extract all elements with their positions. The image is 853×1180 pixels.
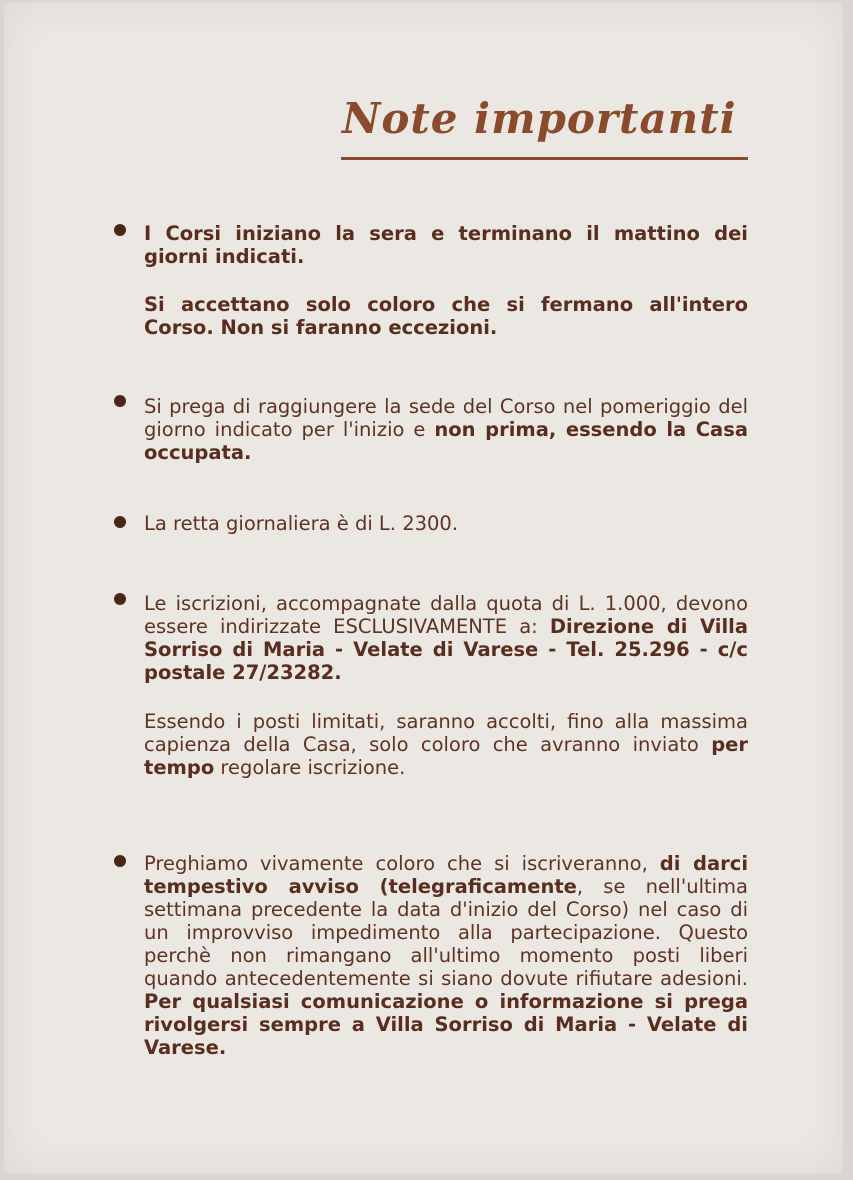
note-text: La retta giornaliera è di L. 2300. — [144, 512, 459, 535]
page-title: Note importanti — [342, 94, 737, 143]
bullet-icon — [114, 516, 126, 528]
document-page — [4, 2, 843, 1174]
bullet-icon — [114, 855, 126, 867]
note-text: Si prega di raggiungere la sede del Corso nel pomeriggio del giorno indicato per l'inizio e — [144, 395, 748, 441]
note-text: I Corsi iniziano la sera e terminano il mattino dei giorni indicati. — [144, 222, 748, 268]
note-text-bold: Per qualsiasi comunicazione o informazione si prega rivolgersi sempre a Villa Sorriso di Maria - Velate di Varese. — [144, 990, 748, 1059]
note-full-attendance — [144, 293, 748, 339]
note-daily-fee — [144, 512, 748, 535]
note-text: Essendo i posti limitati, saranno accolti, fino alla massima capienza della Casa, solo coloro che avranno inviato — [144, 710, 748, 756]
note-text: Si accettano solo coloro che si fermano all'intero Corso. Non si faranno eccezioni. — [144, 293, 748, 339]
bullet-icon — [114, 395, 126, 407]
note-text: Le iscrizioni, accompagnate dalla quota di L. 1.000, devono essere indirizzate ESCLUSIVAMENTE a: — [144, 592, 748, 638]
note-text-bold: di darci tempestivo avviso (telegraficamente — [144, 852, 748, 898]
bullet-icon — [114, 224, 126, 236]
title-underline — [341, 157, 748, 160]
bullet-icon — [114, 593, 126, 605]
note-text-bold: Direzione di Villa Sorriso di Maria - Velate di Varese - Tel. 25.296 - c/c postale 27/23282. — [144, 615, 748, 684]
note-arrival — [144, 395, 748, 464]
note-registrations — [144, 592, 748, 684]
note-text: regolare iscrizione. — [214, 756, 406, 779]
note-courses-timing — [144, 222, 748, 268]
note-limited-places — [144, 710, 748, 779]
note-text: Preghiamo vivamente coloro che si iscriveranno, — [144, 852, 660, 875]
note-text: , se nell'ultima settimana precedente la data d'inizio del Corso) nel caso di un improvviso impedimento alla partecipazione. Questo perchè non rimangano all'ultimo momento posti liberi quando antecedentemente si siano dovute rifiutare adesioni. — [144, 875, 748, 990]
note-cancellation-notice — [144, 852, 748, 1059]
note-text-bold: per tempo — [144, 733, 748, 779]
note-text-bold: non prima, essendo la Casa occupata. — [144, 418, 748, 464]
